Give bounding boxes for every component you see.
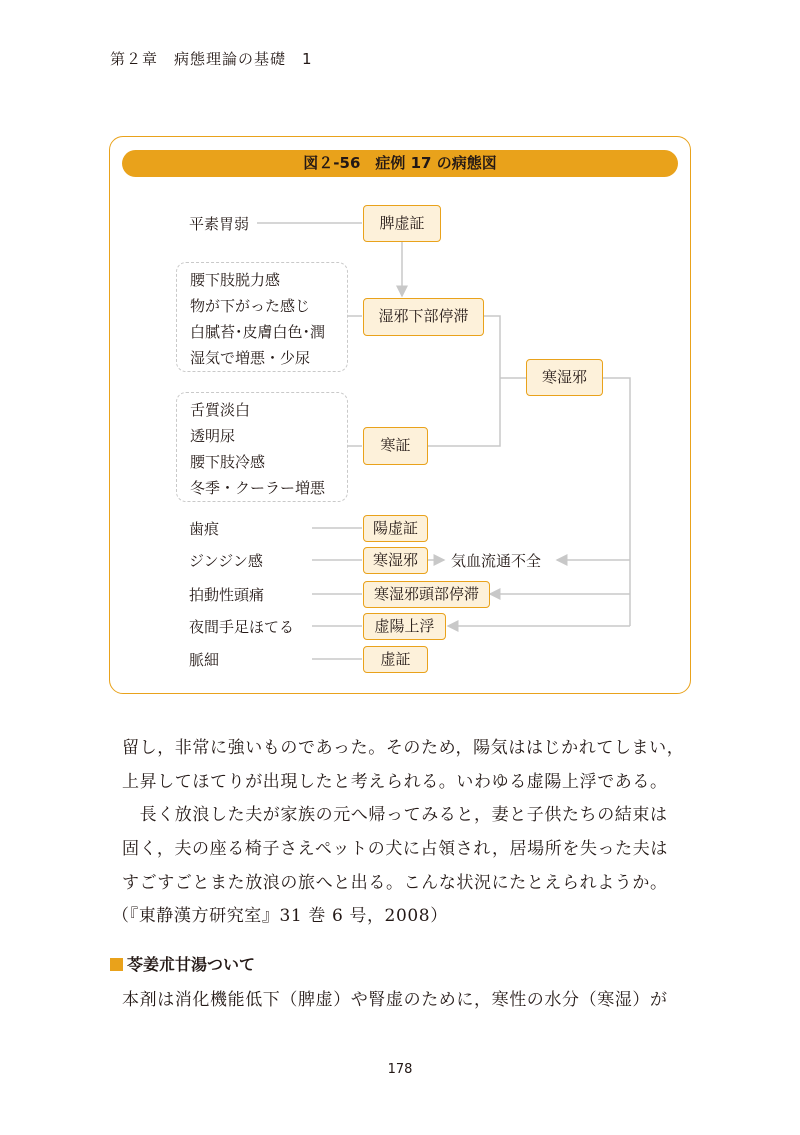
square-bullet-icon (110, 958, 123, 971)
citation: （『東静漢方研究室』31 巻 6 号，2008） (112, 906, 448, 926)
node-kyosho: 虚証 (363, 646, 428, 673)
symptom-line: 透明尿 (190, 427, 236, 445)
label-myaku: 脈細 (189, 651, 220, 669)
node-kiketsu: 気血流通不全 (451, 552, 542, 570)
symptom-line: 湿気で増悪・少尿 (190, 349, 311, 367)
symptom-line: 腰下肢脱力感 (190, 271, 281, 289)
label-heiso: 平素胃弱 (189, 215, 250, 233)
node-yokyo: 陽虚証 (363, 515, 428, 542)
chapter-header: 第２章 病態理論の基礎 1 (110, 50, 313, 68)
section-heading (110, 952, 255, 975)
node-kanshitsuja-head: 寒湿邪頭部停滞 (363, 581, 490, 608)
node-kansho: 寒証 (363, 427, 428, 465)
symptom-line: 白膩苔･皮膚白色･潤 (190, 323, 326, 341)
page-number: 178 (387, 1062, 413, 1077)
node-kanshitsuja-top: 寒湿邪 (526, 359, 603, 396)
body-line: 固く，夫の座る椅子さえペットの犬に占領され，居場所を失った夫は (122, 839, 668, 859)
label-hakudo: 拍動性頭痛 (189, 586, 265, 604)
body-line: すごすごとまた放浪の旅へと出る。こんな状況にたとえられようか。 (122, 873, 668, 893)
symptom-line: 物が下がった感じ (190, 297, 311, 315)
label-shikon: 歯痕 (189, 520, 220, 538)
node-kanshitsuja-mid: 寒湿邪 (363, 547, 428, 574)
symptom-line: 冬季・クーラー増悪 (190, 479, 326, 497)
node-shitsuja-kabu: 湿邪下部停滞 (363, 298, 484, 336)
node-hikyo: 脾虚証 (363, 205, 441, 242)
body-line: 長く放浪した夫が家族の元へ帰ってみると，妻と子供たちの結束は (122, 805, 668, 825)
body-line: 上昇してほてりが出現したと考えられる。いわゆる虚陽上浮である。 (122, 772, 668, 792)
body-line: 留し，非常に強いものであった。そのため，陽気ははじかれてしまい， (122, 738, 685, 758)
symptom-line: 腰下肢冷感 (190, 453, 266, 471)
figure-title: 図２-56 症例 17 の病態図 (122, 150, 678, 177)
symptom-line: 舌質淡白 (190, 401, 251, 419)
section-body-line: 本剤は消化機能低下（脾虚）や腎虚のために，寒性の水分（寒湿）が (122, 990, 668, 1010)
section-title: 苓姜朮甘湯ついて (127, 955, 256, 974)
label-yakan: 夜間手足ほてる (189, 618, 295, 636)
node-kyoyo: 虚陽上浮 (363, 613, 446, 640)
label-jinjin: ジンジン感 (189, 552, 263, 570)
